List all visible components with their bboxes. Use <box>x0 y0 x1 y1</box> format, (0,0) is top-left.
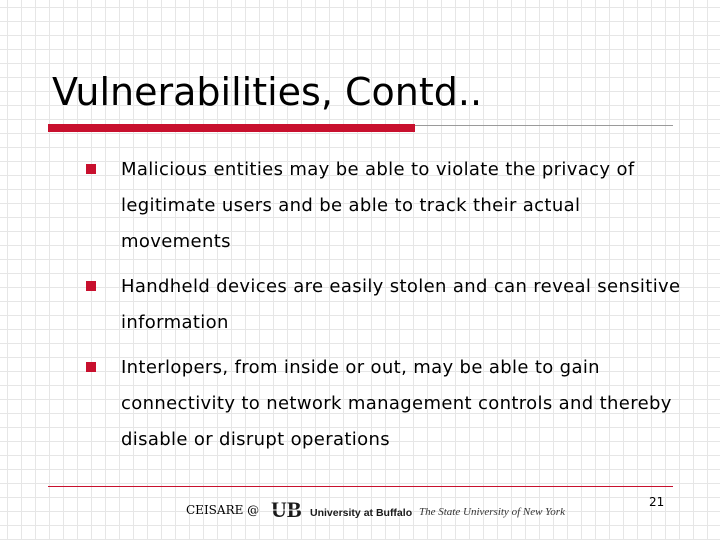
bullet-text: Interlopers, from inside or out, may be able to gain connectivity to network management controls and thereby disable or disrupt operations <box>121 357 672 450</box>
slide-title: Vulnerabilities, Contd.. <box>52 70 483 114</box>
footer-credit: CEISARE @ <box>186 503 260 517</box>
title-accent-bar <box>48 124 415 132</box>
footer-divider-line <box>48 486 673 487</box>
bullet-item <box>86 152 686 260</box>
square-bullet-icon <box>86 281 96 291</box>
square-bullet-icon <box>86 164 96 174</box>
university-name: University at Buffalo <box>310 507 413 519</box>
bullet-item <box>86 350 686 458</box>
bullet-item <box>86 269 686 341</box>
bullet-text: Handheld devices are easily stolen and can reveal sensitive information <box>121 276 681 333</box>
bullet-text: Malicious entities may be able to violate the privacy of legitimate users and be able to track their actual movements <box>121 159 635 252</box>
ub-logo-text: UB <box>271 498 302 520</box>
bullet-list <box>86 152 686 467</box>
university-tagline: The State University of New York <box>419 506 565 518</box>
square-bullet-icon <box>86 362 96 372</box>
ub-logo-icon <box>270 498 310 520</box>
page-number: 21 <box>649 495 665 509</box>
